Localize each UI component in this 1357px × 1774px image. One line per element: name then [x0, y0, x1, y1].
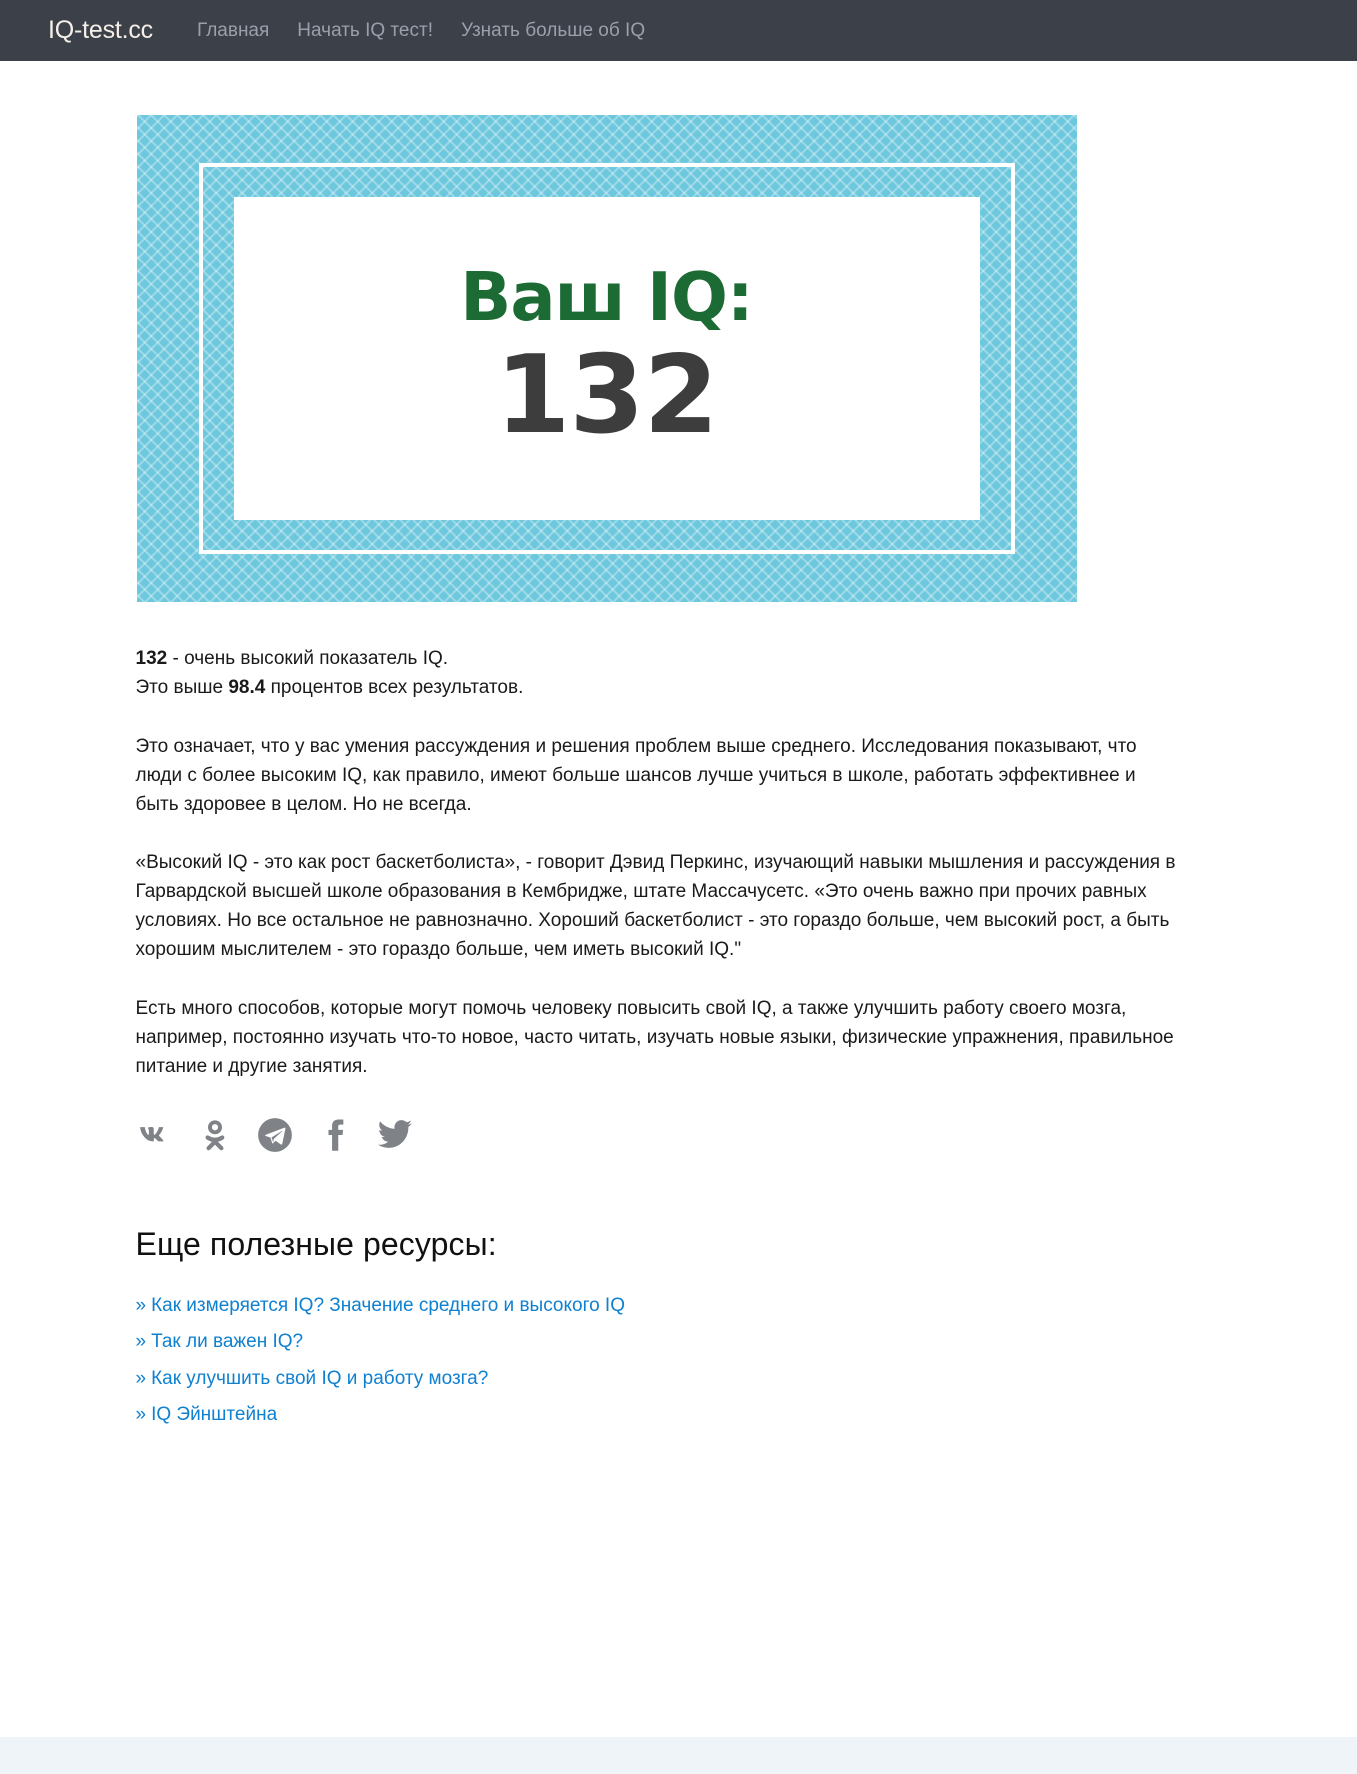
- resource-link-how-measured[interactable]: [136, 1292, 625, 1321]
- summary-line-score: [136, 645, 1184, 674]
- resource-link-label: Как измеряется IQ? Значение среднего и высокого IQ: [151, 1294, 625, 1316]
- primary-nav: [183, 20, 659, 42]
- iq-result-score: 132: [495, 333, 718, 459]
- summary-score-suffix: - очень высокий показатель IQ.: [167, 648, 449, 669]
- result-card-wrapper: [129, 61, 1229, 602]
- chevron-bullet-icon: »: [135, 1331, 147, 1352]
- top-navbar: [0, 0, 1357, 61]
- resource-link-einstein-iq[interactable]: [136, 1401, 278, 1430]
- resource-link-label: Так ли важен IQ?: [151, 1331, 304, 1352]
- content-bottom-spacer: [129, 1430, 1229, 1600]
- chevron-bullet-icon: »: [135, 1367, 147, 1389]
- resources-heading: Еще полезные ресурсы:: [135, 1225, 497, 1262]
- page-container: [129, 61, 1229, 1600]
- summary-line-percentile: [136, 674, 1184, 703]
- paragraph-meaning: Это означает, что у вас умения рассуждения и решения проблем выше среднего. Исследования показывают, что люди с более высоким IQ, как правило, имеют больше шансов лучше учиться в школе, работать эффективнее и быть здоровее в целом. Но не всегда.: [135, 735, 1137, 815]
- summary-percentile-suffix: процентов всех результатов.: [265, 676, 524, 698]
- paragraph-quote: «Высокий IQ - это как рост баскетболиста», - говорит Дэвид Перкинс, изучающий навыки мышления и рассуждения в Гарвардской высшей школе образования в Кембридже, штате Массачусетс. «Это очень важно при прочих равных условиях. Но все остальное не равнозначно. Хороший баскетболист - это гораздо больше, чем высокий рост, а быть хорошим мыслителем - это гораздо больше, чем иметь высокий IQ.": [135, 852, 1176, 960]
- resource-link-improve-iq[interactable]: [136, 1365, 489, 1394]
- nav-link-home[interactable]: Главная: [196, 19, 270, 41]
- telegram-icon[interactable]: [256, 1116, 294, 1154]
- summary-percentile-prefix: Это выше: [135, 676, 229, 698]
- resources-list: [136, 1292, 1229, 1430]
- iq-result-card-inner: [234, 197, 980, 520]
- paragraph-improve: Есть много способов, которые могут помочь человеку повысить свой IQ, а также улучшить работу своего мозга, например, постоянно изучать что-то новое, часто читать, изучать новые языки, физические упражнения, правильное питание и другие занятия.: [135, 997, 1174, 1077]
- summary-score-value: 132: [135, 648, 168, 669]
- social-share-row: [136, 1116, 1229, 1154]
- odnoklassniki-icon[interactable]: [196, 1116, 234, 1154]
- resource-link-label: Как улучшить свой IQ и работу мозга?: [151, 1367, 489, 1389]
- chevron-bullet-icon: »: [135, 1294, 147, 1316]
- nav-link-learn-more[interactable]: Узнать больше об IQ: [460, 19, 646, 41]
- resource-link-label: IQ Эйнштейна: [151, 1404, 278, 1425]
- iq-result-label: Ваш IQ:: [460, 258, 753, 337]
- twitter-icon[interactable]: [376, 1116, 414, 1154]
- vk-icon[interactable]: [136, 1116, 174, 1154]
- iq-result-card: [137, 115, 1077, 602]
- chevron-bullet-icon: »: [135, 1404, 147, 1425]
- resource-link-is-iq-important[interactable]: [136, 1328, 304, 1357]
- facebook-icon[interactable]: [316, 1116, 354, 1154]
- brand-logo[interactable]: IQ-test.cc: [48, 16, 153, 44]
- summary-percentile-value: 98.4: [228, 676, 266, 698]
- page-footer: [0, 1737, 1357, 1774]
- result-summary: [136, 645, 1184, 703]
- nav-link-start-test[interactable]: Начать IQ тест!: [297, 19, 433, 41]
